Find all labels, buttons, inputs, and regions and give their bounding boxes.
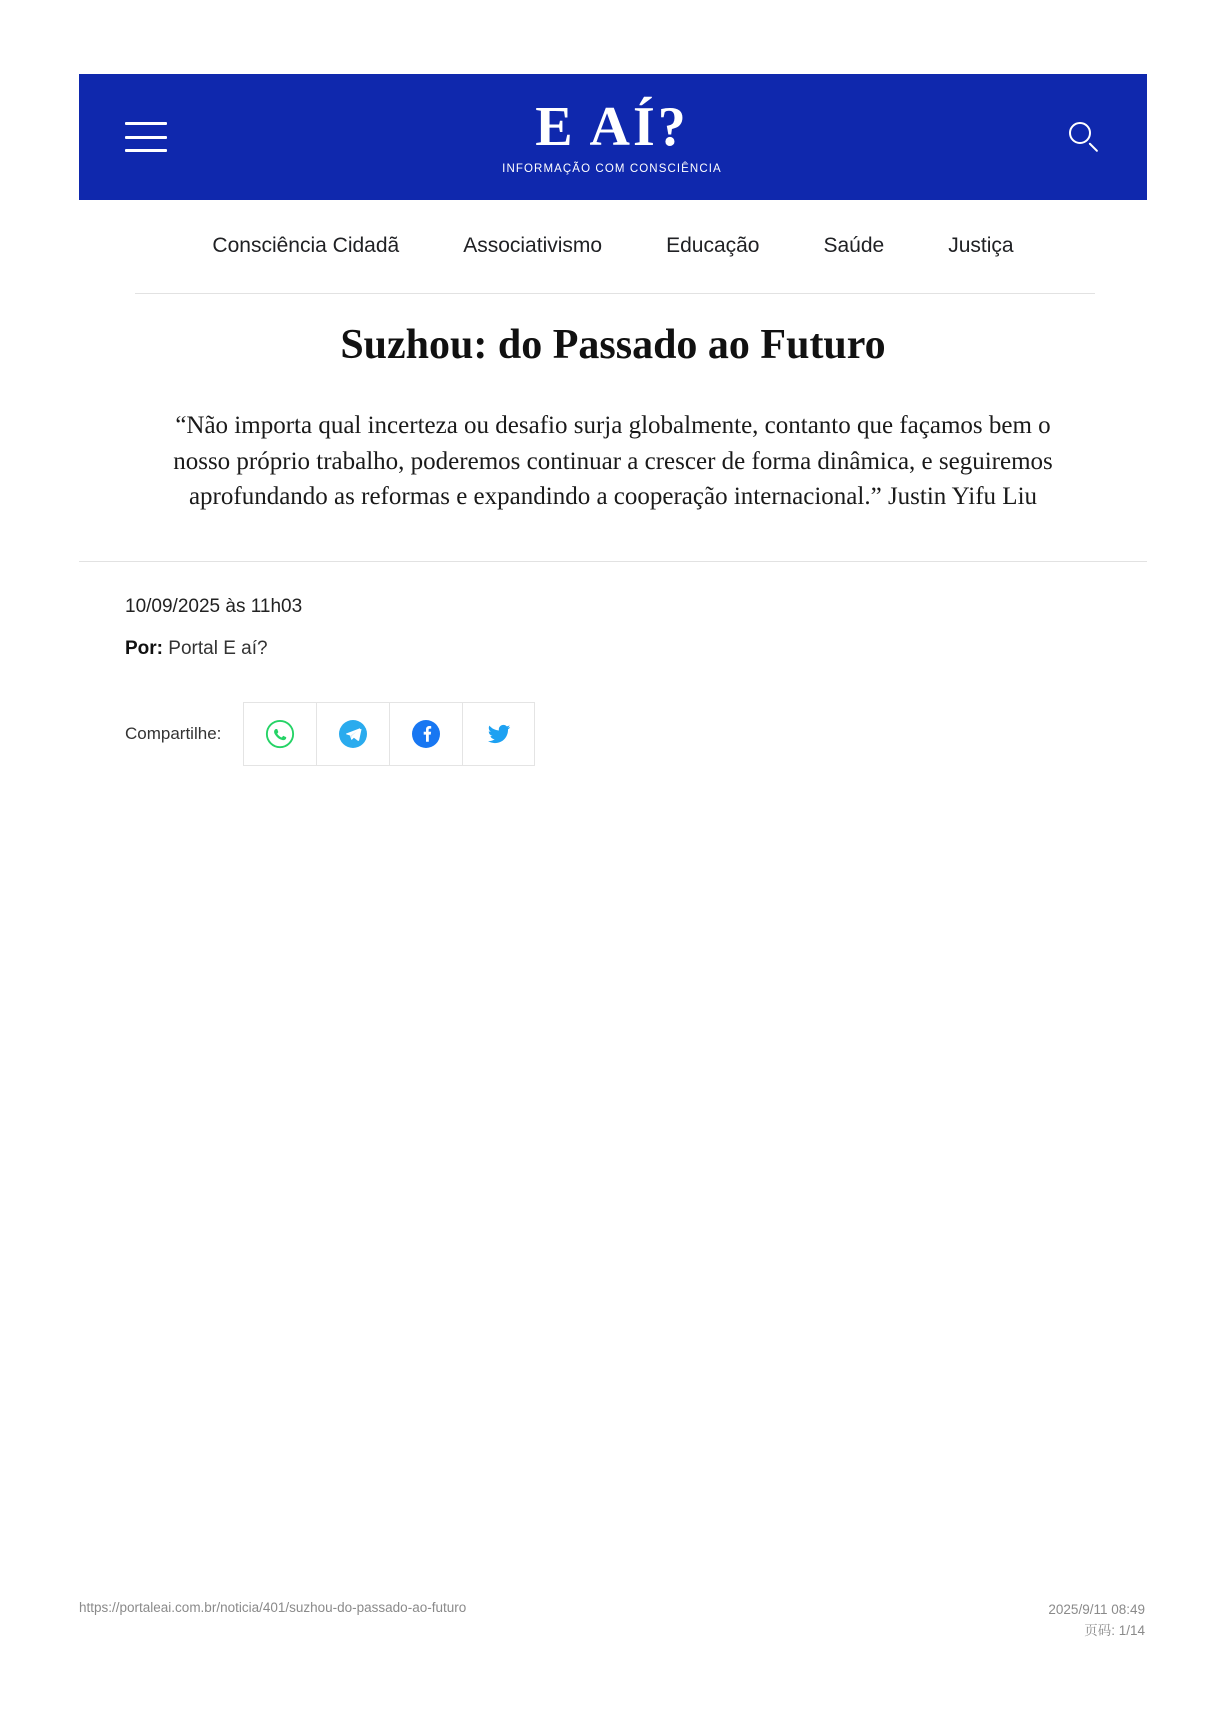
- share-whatsapp-button[interactable]: [243, 702, 316, 766]
- footer-timestamp: 2025/9/11 08:49: [1048, 1602, 1145, 1617]
- share-twitter-button[interactable]: [462, 702, 535, 766]
- hamburger-icon[interactable]: [125, 122, 167, 152]
- page-title: Suzhou: do Passado ao Futuro: [340, 322, 886, 368]
- share-telegram-button[interactable]: [316, 702, 389, 766]
- nav-item-associativismo[interactable]: Associativismo: [463, 234, 603, 257]
- share-facebook-button[interactable]: [389, 702, 462, 766]
- print-footer: [0, 1600, 1224, 1642]
- author-label: Por:: [125, 637, 163, 659]
- main-nav: [79, 200, 1147, 292]
- nav-item-saude[interactable]: Saúde: [823, 234, 885, 257]
- article-author: [125, 638, 1101, 660]
- facebook-icon: [410, 718, 442, 750]
- whatsapp-icon: [265, 719, 295, 749]
- publish-date: 10/09/2025 às 11h03: [125, 595, 303, 617]
- twitter-icon: [484, 719, 514, 749]
- footer-meta: [1048, 1600, 1145, 1642]
- article-divider: [79, 561, 1147, 562]
- share-bar: [79, 702, 1147, 766]
- hamburger-bar: [125, 122, 167, 125]
- site-logo[interactable]: [502, 96, 722, 175]
- article-meta: [79, 596, 1147, 660]
- telegram-icon: [337, 718, 369, 750]
- share-label: Compartilhe:: [125, 723, 222, 743]
- article: [79, 320, 1147, 766]
- author-name: Portal E aí?: [168, 637, 268, 659]
- hamburger-bar: [125, 136, 167, 139]
- share-buttons: [243, 702, 535, 766]
- nav-item-consciencia-cidada[interactable]: Consciência Cidadã: [212, 234, 400, 257]
- site-header: [79, 74, 1147, 200]
- hamburger-bar: [125, 149, 167, 152]
- search-icon-handle: [1088, 142, 1098, 152]
- nav-item-educacao[interactable]: Educação: [666, 234, 760, 257]
- article-lede: “Não importa qual incerteza ou desafio surja globalmente, contanto que façamos bem o nosso próprio trabalho, poderemos continuar a crescer de forma dinâmica, e seguiremos aprofundando as reformas e expandindo a cooperação internacional.” Justin Yifu Liu: [173, 412, 1053, 511]
- footer-page-number: 页码: 1/14: [1084, 1622, 1145, 1638]
- site-logo-tagline: INFORMAÇÃO COM CONSCIÊNCIA: [502, 163, 722, 175]
- site-logo-title: E AÍ?: [535, 96, 689, 158]
- footer-url: https://portaleai.com.br/noticia/401/suzhou-do-passado-ao-futuro: [79, 1600, 467, 1615]
- search-icon-circle: [1069, 122, 1091, 144]
- nav-item-justica[interactable]: Justiça: [948, 234, 1014, 257]
- nav-divider: [135, 293, 1095, 294]
- search-icon[interactable]: [1067, 120, 1101, 154]
